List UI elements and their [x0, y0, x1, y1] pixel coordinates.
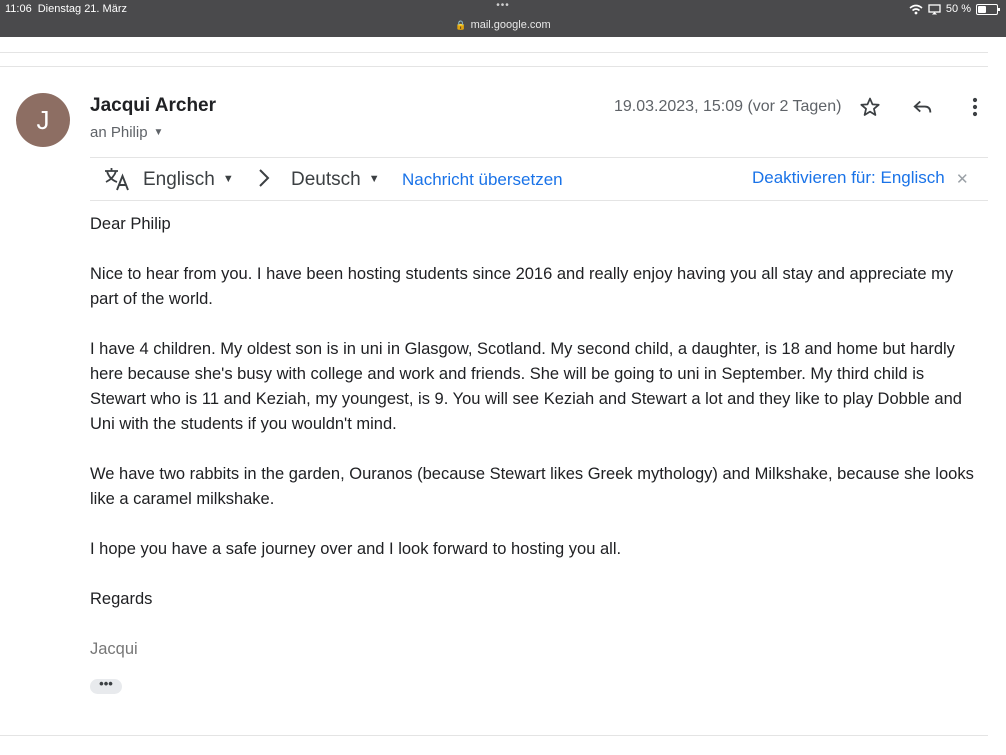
more-options-button[interactable] [961, 93, 989, 121]
chevron-down-icon: ▼ [153, 127, 164, 138]
status-bar [0, 0, 1006, 37]
show-trimmed-content-button[interactable]: ••• [90, 679, 122, 694]
divider [0, 66, 988, 67]
body-paragraph: Nice to hear from you. I have been hosting students since 2016 and really enjoy having you all stay and appreciate my part of the world. [90, 265, 954, 308]
sender-name: Jacqui Archer [90, 95, 217, 116]
screen-mirroring-icon [928, 4, 941, 15]
divider [90, 200, 988, 201]
chevron-down-icon: ▼ [222, 173, 234, 185]
recipient-toggle[interactable] [90, 124, 163, 141]
body-paragraph: We have two rabbits in the garden, Ouranos (because Stewart likes Greek mythology) and Milkshake, because she looks like a caramel milkshake. [90, 465, 974, 508]
reply-button[interactable] [909, 93, 937, 121]
avatar[interactable]: J [16, 93, 70, 147]
body-paragraph: Dear Philip [90, 215, 171, 233]
wifi-icon [909, 4, 923, 15]
star-icon [859, 96, 881, 118]
battery-percent: 50 % [945, 3, 971, 15]
message-date: 19.03.2023, 15:09 (vor 2 Tagen) [614, 98, 842, 115]
chevron-right-icon [256, 168, 272, 188]
url-text: mail.google.com [470, 19, 551, 31]
star-button[interactable] [856, 93, 884, 121]
lock-icon: 🔒 [455, 20, 467, 30]
battery-fill [978, 6, 986, 13]
translate-bar [90, 158, 988, 200]
translate-message-link[interactable]: Nachricht übersetzen [402, 170, 563, 189]
battery-icon [976, 4, 998, 15]
deactivate-translation-link[interactable]: Deaktivieren für: Englisch [752, 168, 945, 187]
status-indicators [909, 3, 998, 15]
divider [0, 735, 988, 736]
divider [0, 52, 988, 53]
body-paragraph: I have 4 children. My oldest son is in uni in Glasgow, Scotland. My second child, a daughter, is 18 and home but hardly here because she's busy with college and work and friends. She will be going to uni in September. My third child is Stewart who is 11 and Keziah, my youngest, is 9. You will see Keziah and Stewart a lot and they like to play Dobble and Uni with the students if you wouldn't mind. [90, 340, 962, 433]
more-vert-icon [972, 97, 978, 117]
reply-icon [912, 96, 934, 118]
target-language-select[interactable] [291, 169, 380, 191]
translate-icon [104, 167, 130, 191]
recipient-label: an Philip [90, 124, 148, 141]
source-language-select[interactable] [143, 169, 234, 191]
message-body [90, 212, 980, 687]
status-date: Dienstag 21. März [37, 3, 127, 15]
status-time: 11:06 [5, 3, 32, 15]
body-paragraph: Regards [90, 590, 153, 608]
target-language-label: Deutsch [291, 169, 361, 190]
address-bar[interactable] [0, 19, 1006, 31]
close-icon[interactable]: ✕ [956, 171, 969, 188]
signature: Jacqui [90, 640, 138, 658]
chevron-down-icon: ▼ [368, 173, 380, 185]
source-language-label: Englisch [143, 169, 215, 190]
multitasking-dots[interactable]: ••• [496, 0, 510, 11]
body-paragraph: I hope you have a safe journey over and I look forward to hosting you all. [90, 540, 622, 558]
